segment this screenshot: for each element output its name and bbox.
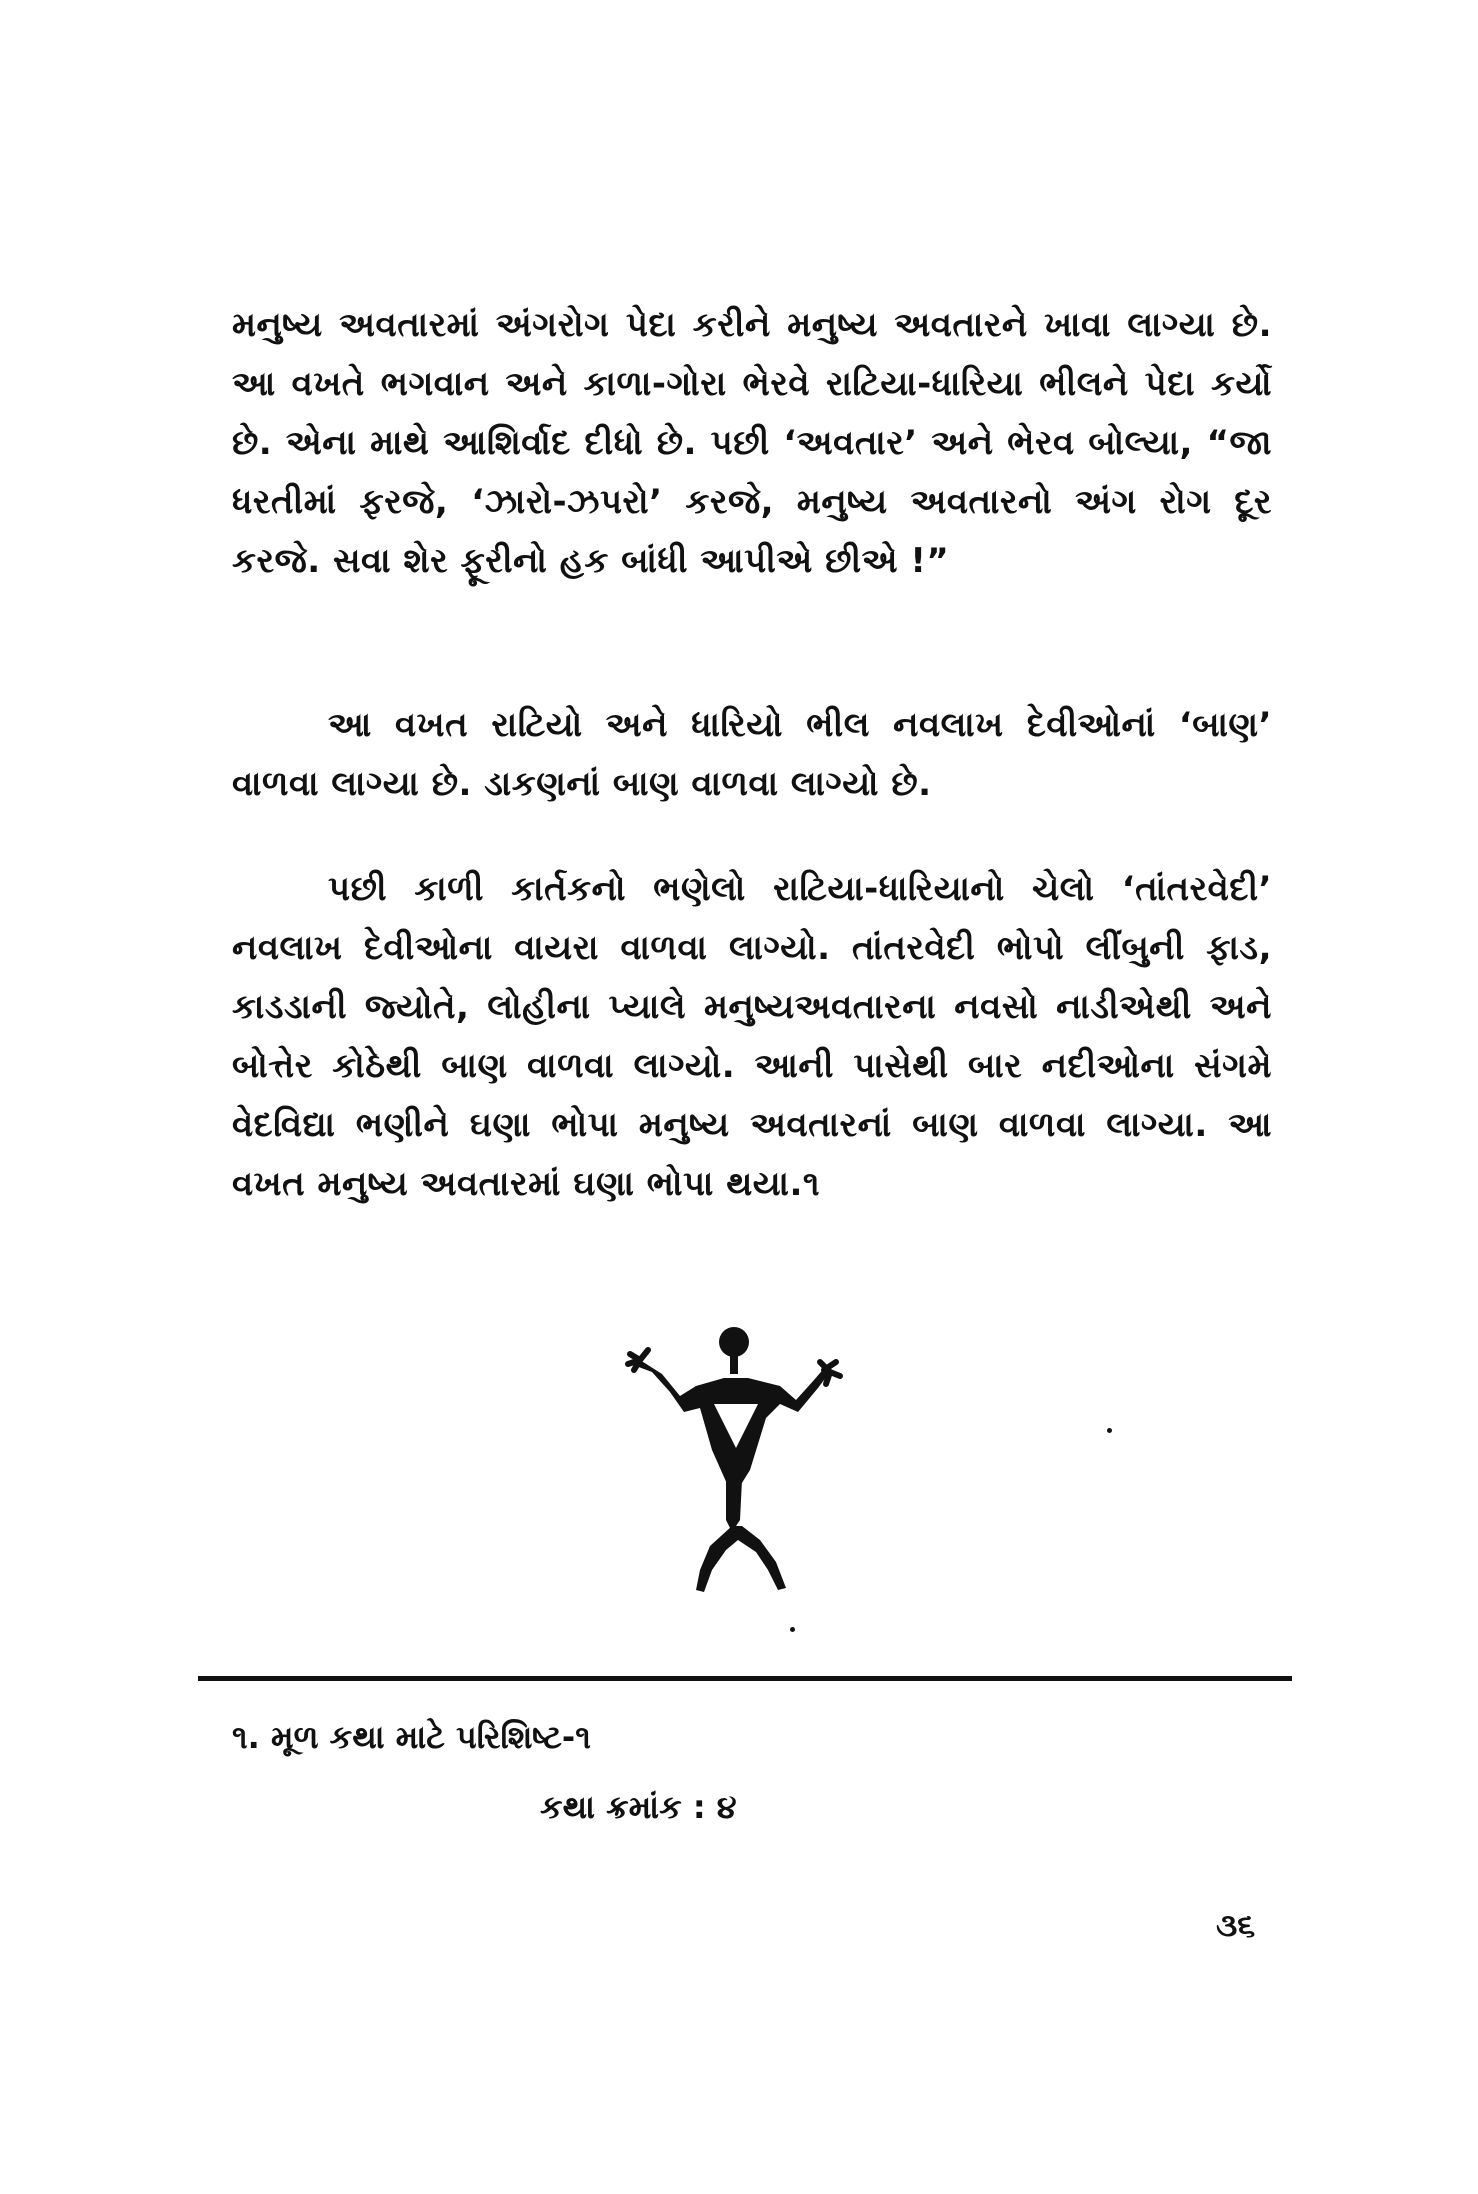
paragraph-1: મનુષ્ય અવતારમાં અંગરોગ પેદા કરીને મનુષ્ય અવતારને ખાવા લાગ્યા છે. આ વખતે ભગવાન અને કાળા-ગોરા ભેરવે રાટિયા-ધારિયા ભીલને પેદા કર્યો છે. એના માથે આશિર્વાદ દીધો છે. પછી ‘અવતાર’ અને ભેરવ બોલ્યા, “જા ધરતીમાં ફરજે, ‘ઝારો-ઝપરો’ કરજે, મનુષ્ય અવતારનો અંગ રોગ દૂર કરજે. સવા શેર ફૂરીનો હક બાંધી આપીએ છીએ !”: [232, 305, 1272, 581]
footnote-divider: [198, 1676, 1292, 1681]
page-number: ૩૬: [1216, 1906, 1256, 1944]
footnote-line-2: કથા ક્રમાંક : ૪: [540, 1788, 737, 1826]
dancing-figure-icon: [600, 1300, 860, 1600]
paragraph-3: પછી કાળી કાર્તકનો ભણેલો રાટિયા-ધારિયાનો ચેલો ‘તાંતરવેદી’ નવલાખ દેવીઓના વાયરા વાળવા લાગ્યો. તાંતરવેદી ભોપો લીંબુની ફાડ, કાડડાની જ્યોતે, લોહીના પ્યાલે મનુષ્યઅવતારના નવસો નાડીએથી અને બોત્તેર કોઠેથી બાણ વાળવા લાગ્યો. આની પાસેથી બાર નદીઓના સંગમે વેદવિદ્યા ભણીને ઘણા ભોપા મનુષ્ય અવતારનાં બાણ વાળવા લાગ્યા. આ વખત મનુષ્ય અવતારમાં ઘણા ભોપા થયા.૧: [232, 869, 1272, 1204]
paragraph-2: આ વખત રાટિયો અને ધારિયો ભીલ નવલાખ દેવીઓનાં ‘બાણ’ વાળવા લાગ્યા છે. ડાકણનાં બાણ વાળવા લાગ્યો છે.: [232, 705, 1272, 804]
speck: [790, 1627, 795, 1632]
speck: [1107, 1428, 1112, 1433]
footnote-line-1: ૧. મૂળ કથા માટે પરિશિષ્ટ-૧: [232, 1718, 591, 1756]
tribal-figure-illustration: [600, 1300, 860, 1600]
